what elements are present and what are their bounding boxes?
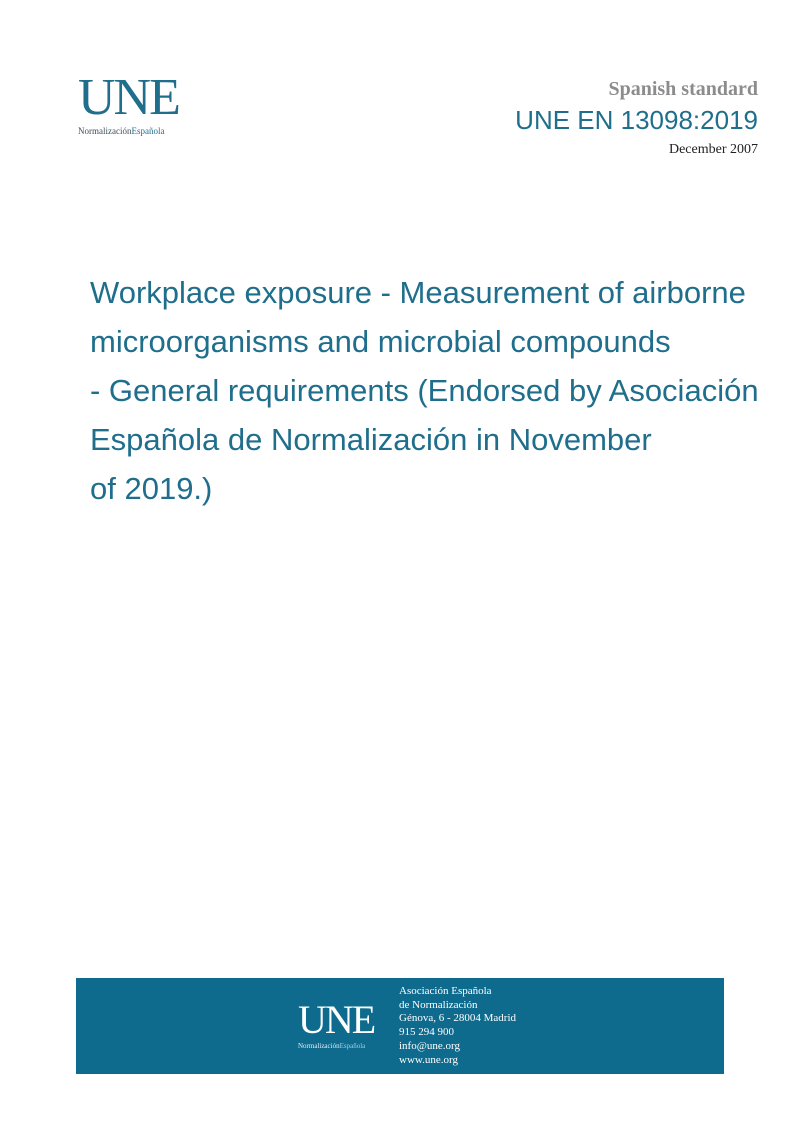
footer-logo-subtitle [298,1042,374,1050]
title-line: Workplace exposure - Measurement of airborne [90,275,746,310]
logo-subtitle-regular: Normalización [78,126,132,136]
address-line: Génova, 6 - 28004 Madrid [399,1012,517,1025]
footer-logo [298,997,375,1050]
address-line: de Normalización [399,998,478,1011]
footer-address [399,985,516,1067]
logo-wordmark: UNE [78,69,179,126]
footer-bar [76,978,724,1074]
address-line: Asociación Española [399,985,492,997]
email-link[interactable]: info@une.org [399,1039,460,1052]
phone-number: 915 294 900 [399,1026,454,1039]
website-link[interactable]: www.une.org [399,1053,458,1066]
title-line: - General requirements (Endorsed by Asociación [90,373,759,408]
logo-subtitle-bold: Española [131,126,165,136]
standard-date: December 2007 [668,142,758,157]
footer-logo-wordmark: UNE [298,997,375,1042]
footer-logo-subtitle-regular: Normalización [298,1042,340,1050]
title-line: Española de Normalización in November [90,422,652,457]
footer-logo-subtitle-bold: Española [339,1042,366,1050]
une-logo [78,69,208,136]
standard-code: UNE EN 13098:2019 [515,105,758,135]
logo-subtitle [78,126,208,136]
title-line: of 2019.) [90,471,213,506]
standard-info [515,78,758,158]
standard-kind: Spanish standard [608,78,758,100]
title-line: microorganisms and microbial compounds [90,324,671,359]
document-title [90,268,790,513]
